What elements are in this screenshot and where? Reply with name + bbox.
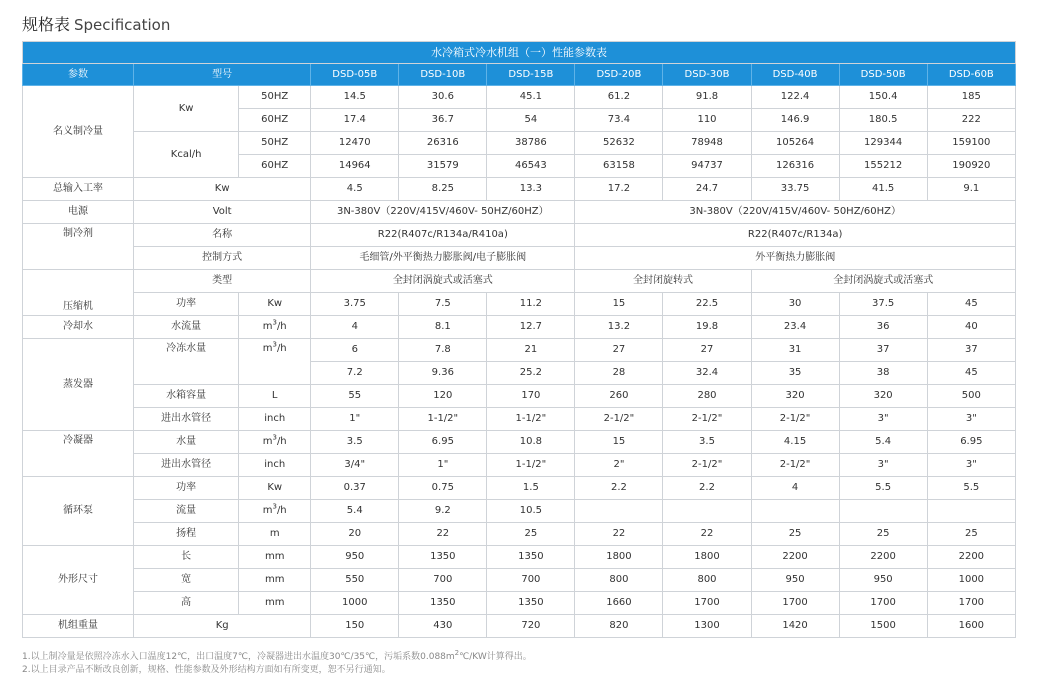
- value-cell: 12470: [311, 132, 399, 155]
- value-cell: 550: [311, 569, 399, 592]
- value-cell: 700: [487, 569, 575, 592]
- value-cell: 500: [927, 385, 1015, 408]
- value-cell: 10.8: [487, 431, 575, 454]
- value-cell: 2-1/2": [751, 454, 839, 477]
- table-row: [23, 454, 1016, 477]
- value-cell: 3/4": [311, 454, 399, 477]
- value-cell: 22: [399, 523, 487, 546]
- unit-sup: 3: [272, 340, 277, 349]
- footnote-1-pre: 1.以上制冷量是依照冷冻水入口温度12℃，出口温度7℃，冷凝器进出水温度30℃/35℃，污垢系数0.088m: [22, 652, 455, 662]
- value-cell: 2200: [751, 546, 839, 569]
- table-row: [23, 431, 1016, 454]
- value-cell: 19.8: [663, 316, 751, 339]
- value-cell: 1000: [927, 569, 1015, 592]
- value-cell: [839, 500, 927, 523]
- value-cell: 40: [927, 316, 1015, 339]
- value-cell: 1350: [399, 592, 487, 615]
- row-label-cooling-water: 冷却水: [23, 316, 134, 339]
- value-cell: 1-1/2": [399, 408, 487, 431]
- value-cell: 2200: [927, 546, 1015, 569]
- value-cell: 1300: [663, 615, 751, 638]
- value-cell: 1": [311, 408, 399, 431]
- value-cell: 150: [311, 615, 399, 638]
- value-cell: 94737: [663, 155, 751, 178]
- table-row: [23, 546, 1016, 569]
- value-cell: 155212: [839, 155, 927, 178]
- sub-cell: 进出水管径: [134, 454, 239, 477]
- header-model: 型号: [134, 64, 311, 86]
- value-cell: 25: [839, 523, 927, 546]
- sub-cell: 宽: [134, 569, 239, 592]
- table-title-row: [23, 42, 1016, 64]
- value-cell: 4.15: [751, 431, 839, 454]
- value-cell: 1700: [927, 592, 1015, 615]
- value-cell: 1700: [839, 592, 927, 615]
- value-cell: 122.4: [751, 86, 839, 109]
- value-cell: 3N-380V（220V/415V/460V- 50HZ/60HZ）: [575, 201, 1016, 224]
- value-cell: 22: [575, 523, 663, 546]
- value-cell: 6: [311, 339, 399, 362]
- value-cell: 32.4: [663, 362, 751, 385]
- value-cell: 4: [751, 477, 839, 500]
- value-cell: 1420: [751, 615, 839, 638]
- value-cell: 2.2: [663, 477, 751, 500]
- page-heading: [22, 12, 170, 35]
- row-label-refrigerant: 制冷剂: [23, 224, 134, 270]
- value-cell: 30: [751, 293, 839, 316]
- value-cell: 45.1: [487, 86, 575, 109]
- model-header: DSD-10B: [399, 64, 487, 86]
- unit-cell: [239, 316, 311, 339]
- value-cell: 37: [927, 339, 1015, 362]
- model-header: DSD-20B: [575, 64, 663, 86]
- value-cell: 9.2: [399, 500, 487, 523]
- model-header: DSD-15B: [487, 64, 575, 86]
- value-cell: 31579: [399, 155, 487, 178]
- table-row: [23, 523, 1016, 546]
- value-cell: 27: [575, 339, 663, 362]
- model-header: DSD-05B: [311, 64, 399, 86]
- value-cell: 61.2: [575, 86, 663, 109]
- value-cell: 毛细管/外平衡热力膨胀阀/电子膨胀阀: [311, 247, 575, 270]
- value-cell: 91.8: [663, 86, 751, 109]
- sub-cell: 功率: [134, 477, 239, 500]
- row-label-power-input: 总输入工率: [23, 178, 134, 201]
- value-cell: 105264: [751, 132, 839, 155]
- value-cell: 3": [839, 408, 927, 431]
- unit-tail: /h: [276, 505, 287, 516]
- footnotes: [22, 651, 532, 677]
- header-param: 参数: [23, 64, 134, 86]
- value-cell: 25: [751, 523, 839, 546]
- sub-cell: 流量: [134, 500, 239, 523]
- value-cell: 2.2: [575, 477, 663, 500]
- unit-cell: Kw: [239, 293, 311, 316]
- sub-cell: 高: [134, 592, 239, 615]
- value-cell: 700: [399, 569, 487, 592]
- value-cell: 1350: [487, 592, 575, 615]
- value-cell: 5.5: [927, 477, 1015, 500]
- value-cell: 6.95: [399, 431, 487, 454]
- value-cell: 13.3: [487, 178, 575, 201]
- table-row: [23, 500, 1016, 523]
- row-label-condenser: 冷凝器: [23, 431, 134, 477]
- value-cell: 2": [575, 454, 663, 477]
- value-cell: 15: [575, 431, 663, 454]
- value-cell: 185: [927, 86, 1015, 109]
- value-cell: 6.95: [927, 431, 1015, 454]
- value-cell: 25: [487, 523, 575, 546]
- value-cell: 7.5: [399, 293, 487, 316]
- sub-cell: 类型: [134, 270, 311, 293]
- value-cell: 3N-380V（220V/415V/460V- 50HZ/60HZ）: [311, 201, 575, 224]
- value-cell: 170: [487, 385, 575, 408]
- model-header: DSD-40B: [751, 64, 839, 86]
- value-cell: 45: [927, 293, 1015, 316]
- footnote-1: [22, 651, 532, 664]
- value-cell: 14964: [311, 155, 399, 178]
- value-cell: 55: [311, 385, 399, 408]
- value-cell: 35: [751, 362, 839, 385]
- value-cell: 5.4: [839, 431, 927, 454]
- sub-cell: 冷冻水量: [134, 339, 239, 385]
- value-cell: 159100: [927, 132, 1015, 155]
- row-label-evaporator: 蒸发器: [23, 339, 134, 431]
- value-cell: 8.25: [399, 178, 487, 201]
- sub-cell: 水箱容量: [134, 385, 239, 408]
- row-label-dimensions: 外形尺寸: [23, 546, 134, 615]
- value-cell: 3.75: [311, 293, 399, 316]
- heading-cn: 规格表: [22, 15, 71, 34]
- sub-cell: 长: [134, 546, 239, 569]
- value-cell: 800: [663, 569, 751, 592]
- value-cell: 1-1/2": [487, 454, 575, 477]
- value-cell: 320: [839, 385, 927, 408]
- row-label-weight: 机组重量: [23, 615, 134, 638]
- value-cell: 30.6: [399, 86, 487, 109]
- value-cell: 3": [927, 454, 1015, 477]
- value-cell: 17.2: [575, 178, 663, 201]
- value-cell: 7.8: [399, 339, 487, 362]
- table-row: [23, 316, 1016, 339]
- value-cell: 180.5: [839, 109, 927, 132]
- value-cell: 21: [487, 339, 575, 362]
- value-cell: [575, 500, 663, 523]
- value-cell: 63158: [575, 155, 663, 178]
- unit-sup: 3: [272, 502, 277, 511]
- unit-sup: 3: [272, 433, 277, 442]
- value-cell: 37.5: [839, 293, 927, 316]
- value-cell: 320: [751, 385, 839, 408]
- value-cell: 2200: [839, 546, 927, 569]
- value-cell: 3.5: [311, 431, 399, 454]
- value-cell: 46543: [487, 155, 575, 178]
- value-cell: 54: [487, 109, 575, 132]
- value-cell: 10.5: [487, 500, 575, 523]
- value-cell: 3.5: [663, 431, 751, 454]
- value-cell: 15: [575, 293, 663, 316]
- value-cell: 1-1/2": [487, 408, 575, 431]
- model-header: DSD-30B: [663, 64, 751, 86]
- value-cell: 720: [487, 615, 575, 638]
- value-cell: 3": [927, 408, 1015, 431]
- unit-cell: mm: [239, 592, 311, 615]
- unit-tail: /h: [276, 343, 287, 354]
- value-cell: 800: [575, 569, 663, 592]
- value-cell: 全封闭涡旋式或活塞式: [751, 270, 1015, 293]
- value-cell: 1500: [839, 615, 927, 638]
- sub-cell: 水流量: [134, 316, 239, 339]
- table-row: [23, 270, 1016, 293]
- unit-cell: Kw: [134, 178, 311, 201]
- row-label-cooling: 名义制冷量: [23, 86, 134, 178]
- value-cell: 36: [839, 316, 927, 339]
- value-cell: 5.5: [839, 477, 927, 500]
- table-row: [23, 132, 1016, 155]
- row-label-pump: 循环泵: [23, 477, 134, 546]
- table-title: 水冷箱式冷水机组（一）性能参数表: [23, 42, 1016, 64]
- value-cell: 12.7: [487, 316, 575, 339]
- value-cell: 950: [751, 569, 839, 592]
- table-row: [23, 201, 1016, 224]
- value-cell: 38: [839, 362, 927, 385]
- sub-cell: 功率: [134, 293, 239, 316]
- value-cell: 38786: [487, 132, 575, 155]
- unit-cell: mm: [239, 546, 311, 569]
- value-cell: 430: [399, 615, 487, 638]
- value-cell: 78948: [663, 132, 751, 155]
- unit-sup: 3: [272, 318, 277, 327]
- value-cell: 5.4: [311, 500, 399, 523]
- unit-cell: Volt: [134, 201, 311, 224]
- value-cell: 11.2: [487, 293, 575, 316]
- value-cell: R22(R407c/R134a): [575, 224, 1016, 247]
- value-cell: 17.4: [311, 109, 399, 132]
- value-cell: 28: [575, 362, 663, 385]
- value-cell: 129344: [839, 132, 927, 155]
- row-label-compressor: 压缩机: [23, 270, 134, 316]
- header-row: [23, 64, 1016, 86]
- value-cell: 73.4: [575, 109, 663, 132]
- unit-cell: Kcal/h: [134, 132, 239, 178]
- value-cell: 22.5: [663, 293, 751, 316]
- value-cell: 110: [663, 109, 751, 132]
- table-row: [23, 592, 1016, 615]
- model-header: DSD-50B: [839, 64, 927, 86]
- value-cell: 4.5: [311, 178, 399, 201]
- value-cell: 1800: [575, 546, 663, 569]
- unit-cell: inch: [239, 454, 311, 477]
- heading-en: Specification: [74, 16, 171, 34]
- value-cell: 0.75: [399, 477, 487, 500]
- value-cell: 1.5: [487, 477, 575, 500]
- value-cell: 26316: [399, 132, 487, 155]
- value-cell: 33.75: [751, 178, 839, 201]
- value-cell: 1600: [927, 615, 1015, 638]
- value-cell: 126316: [751, 155, 839, 178]
- sub-cell: 50HZ: [239, 86, 311, 109]
- value-cell: 190920: [927, 155, 1015, 178]
- value-cell: 280: [663, 385, 751, 408]
- sub-cell: 名称: [134, 224, 311, 247]
- table-row: [23, 178, 1016, 201]
- unit-cell: [239, 339, 311, 385]
- unit-base: m: [262, 343, 273, 354]
- unit-base: m: [262, 321, 273, 332]
- value-cell: 1660: [575, 592, 663, 615]
- value-cell: 1700: [663, 592, 751, 615]
- value-cell: [663, 500, 751, 523]
- value-cell: 2-1/2": [751, 408, 839, 431]
- table-row: [23, 293, 1016, 316]
- value-cell: 2-1/2": [663, 454, 751, 477]
- value-cell: [927, 500, 1015, 523]
- value-cell: 3": [839, 454, 927, 477]
- table-row: [23, 408, 1016, 431]
- table-row: [23, 247, 1016, 270]
- unit-cell: inch: [239, 408, 311, 431]
- sub-cell: 60HZ: [239, 109, 311, 132]
- value-cell: 7.2: [311, 362, 399, 385]
- value-cell: 150.4: [839, 86, 927, 109]
- value-cell: 1700: [751, 592, 839, 615]
- sub-cell: 水量: [134, 431, 239, 454]
- value-cell: 全封闭涡旋式或活塞式: [311, 270, 575, 293]
- row-label-power-supply: 电源: [23, 201, 134, 224]
- unit-tail: /h: [276, 436, 287, 447]
- sub-cell: 60HZ: [239, 155, 311, 178]
- unit-base: m: [262, 505, 273, 516]
- unit-cell: [239, 431, 311, 454]
- sub-cell: 扬程: [134, 523, 239, 546]
- table-row: [23, 385, 1016, 408]
- value-cell: 8.1: [399, 316, 487, 339]
- value-cell: 25.2: [487, 362, 575, 385]
- value-cell: 20: [311, 523, 399, 546]
- value-cell: 2-1/2": [663, 408, 751, 431]
- table-row: [23, 86, 1016, 109]
- unit-cell: Kw: [134, 86, 239, 132]
- value-cell: 37: [839, 339, 927, 362]
- value-cell: 外平衡热力膨胀阀: [575, 247, 1016, 270]
- value-cell: 1800: [663, 546, 751, 569]
- unit-cell: m: [239, 523, 311, 546]
- unit-base: m: [262, 436, 273, 447]
- unit-tail: /h: [276, 321, 287, 332]
- unit-cell: Kw: [239, 477, 311, 500]
- value-cell: 31: [751, 339, 839, 362]
- value-cell: 2-1/2": [575, 408, 663, 431]
- value-cell: 52632: [575, 132, 663, 155]
- table-row: [23, 569, 1016, 592]
- value-cell: 27: [663, 339, 751, 362]
- value-cell: 24.7: [663, 178, 751, 201]
- value-cell: R22(R407c/R134a/R410a): [311, 224, 575, 247]
- value-cell: 222: [927, 109, 1015, 132]
- sub-cell: 进出水管径: [134, 408, 239, 431]
- value-cell: 41.5: [839, 178, 927, 201]
- value-cell: 950: [839, 569, 927, 592]
- unit-cell: Kg: [134, 615, 311, 638]
- value-cell: 0.37: [311, 477, 399, 500]
- sub-cell: 50HZ: [239, 132, 311, 155]
- value-cell: 全封闭旋转式: [575, 270, 751, 293]
- value-cell: 1350: [399, 546, 487, 569]
- value-cell: 23.4: [751, 316, 839, 339]
- value-cell: 120: [399, 385, 487, 408]
- value-cell: 45: [927, 362, 1015, 385]
- value-cell: 950: [311, 546, 399, 569]
- value-cell: 25: [927, 523, 1015, 546]
- value-cell: 820: [575, 615, 663, 638]
- value-cell: 260: [575, 385, 663, 408]
- value-cell: [751, 500, 839, 523]
- unit-cell: mm: [239, 569, 311, 592]
- unit-cell: L: [239, 385, 311, 408]
- value-cell: 1": [399, 454, 487, 477]
- value-cell: 9.36: [399, 362, 487, 385]
- value-cell: 1350: [487, 546, 575, 569]
- value-cell: 4: [311, 316, 399, 339]
- table-row: [23, 339, 1016, 362]
- unit-cell: [239, 500, 311, 523]
- footnote-2: 2.以上目录产品不断改良创新，规格、性能参数及外形结构方面如有所变更，恕不另行通知。: [22, 665, 391, 675]
- model-header: DSD-60B: [927, 64, 1015, 86]
- value-cell: 14.5: [311, 86, 399, 109]
- value-cell: 1000: [311, 592, 399, 615]
- footnote-1-post: ℃/KW计算得出。: [459, 652, 532, 662]
- spec-table-wrapper: [22, 41, 1016, 638]
- value-cell: 22: [663, 523, 751, 546]
- value-cell: 9.1: [927, 178, 1015, 201]
- table-row: [23, 224, 1016, 247]
- value-cell: 13.2: [575, 316, 663, 339]
- sub-cell: 控制方式: [134, 247, 311, 270]
- value-cell: 146.9: [751, 109, 839, 132]
- spec-table: [22, 41, 1016, 638]
- footnote-1-sup: 2: [454, 649, 460, 657]
- table-row: [23, 477, 1016, 500]
- table-row: [23, 615, 1016, 638]
- value-cell: 36.7: [399, 109, 487, 132]
